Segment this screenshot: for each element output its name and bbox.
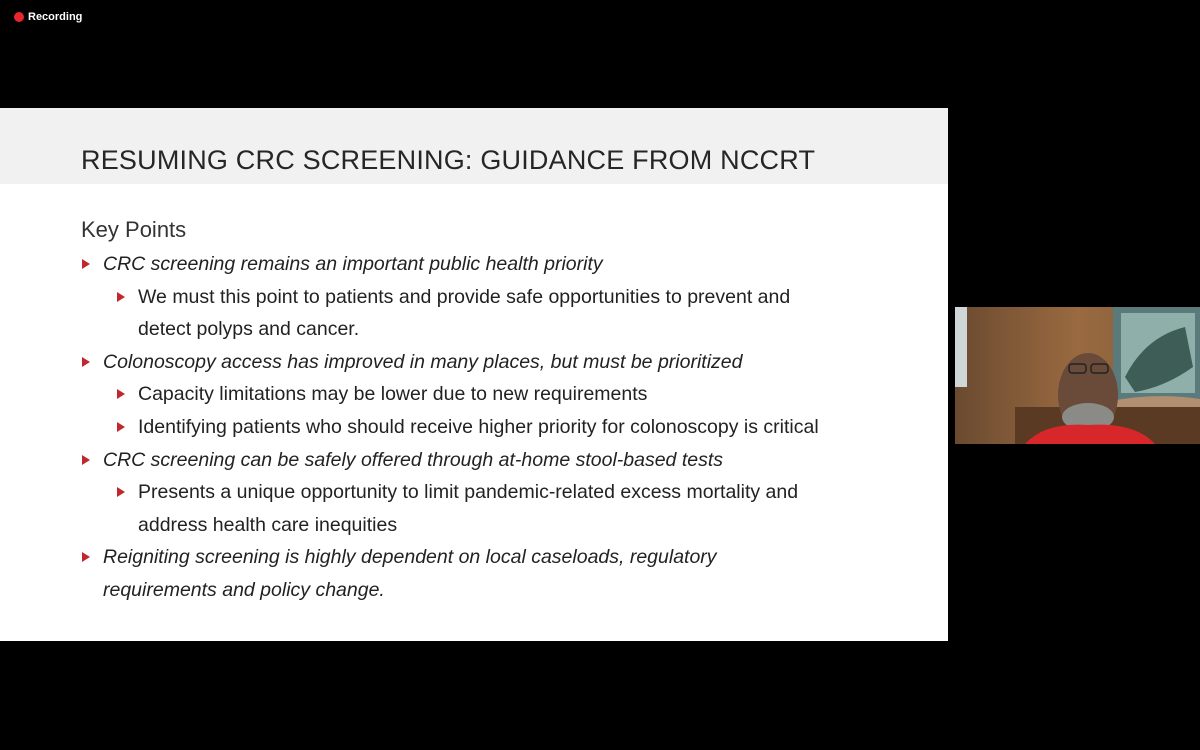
bullet-line: We must this point to patients and provide safe opportunities to prevent and [138,285,791,308]
bullet-item [103,248,883,281]
bullet-arrow-icon [117,487,125,497]
shared-slide [0,108,948,641]
record-dot-icon [14,12,24,22]
bullet-list [0,108,948,641]
sub-bullet-item [138,476,918,541]
bullet-arrow-icon [117,422,125,432]
bullet-line: CRC screening can be safely offered through at-home stool-based tests [103,448,724,471]
bullet-item [103,346,883,379]
bullet-line: detect polyps and cancer. [138,318,360,341]
slide-title: RESUMING CRC SCREENING: GUIDANCE FROM NCCRT [81,145,816,175]
bullet-arrow-icon [82,455,90,465]
bullet-line: address health care inequities [138,513,398,536]
sub-bullet-item [138,378,918,411]
bullet-arrow-icon [117,389,125,399]
recording-label: Recording [28,11,83,23]
bullet-arrow-icon [117,292,125,302]
bullet-item [103,541,883,606]
bullet-line: Reigniting screening is highly dependent on local caseloads, regulatory [103,546,717,569]
bullet-line: Capacity limitations may be lower due to new requirements [138,383,648,406]
participant-video[interactable] [955,307,1200,444]
bullet-line: Identifying patients who should receive higher priority for colonoscopy is critical [138,416,819,438]
bullet-arrow-icon [82,357,90,367]
bullet-line: requirements and policy change. [103,578,385,601]
bullet-line: Colonoscopy access has improved in many places, but must be prioritized [103,350,743,373]
bullet-line: CRC screening remains an important public health priority [103,253,603,275]
sub-bullet-item [138,281,918,346]
participant-video-image [955,307,1200,444]
bullet-arrow-icon [82,552,90,562]
key-points-heading: Key Points [81,217,187,242]
bullet-item [103,444,883,477]
recording-indicator [14,11,82,23]
bullet-line: Presents a unique opportunity to limit pandemic-related excess mortality and [138,481,799,504]
sub-bullet-item [138,411,918,444]
bullet-arrow-icon [82,259,90,269]
